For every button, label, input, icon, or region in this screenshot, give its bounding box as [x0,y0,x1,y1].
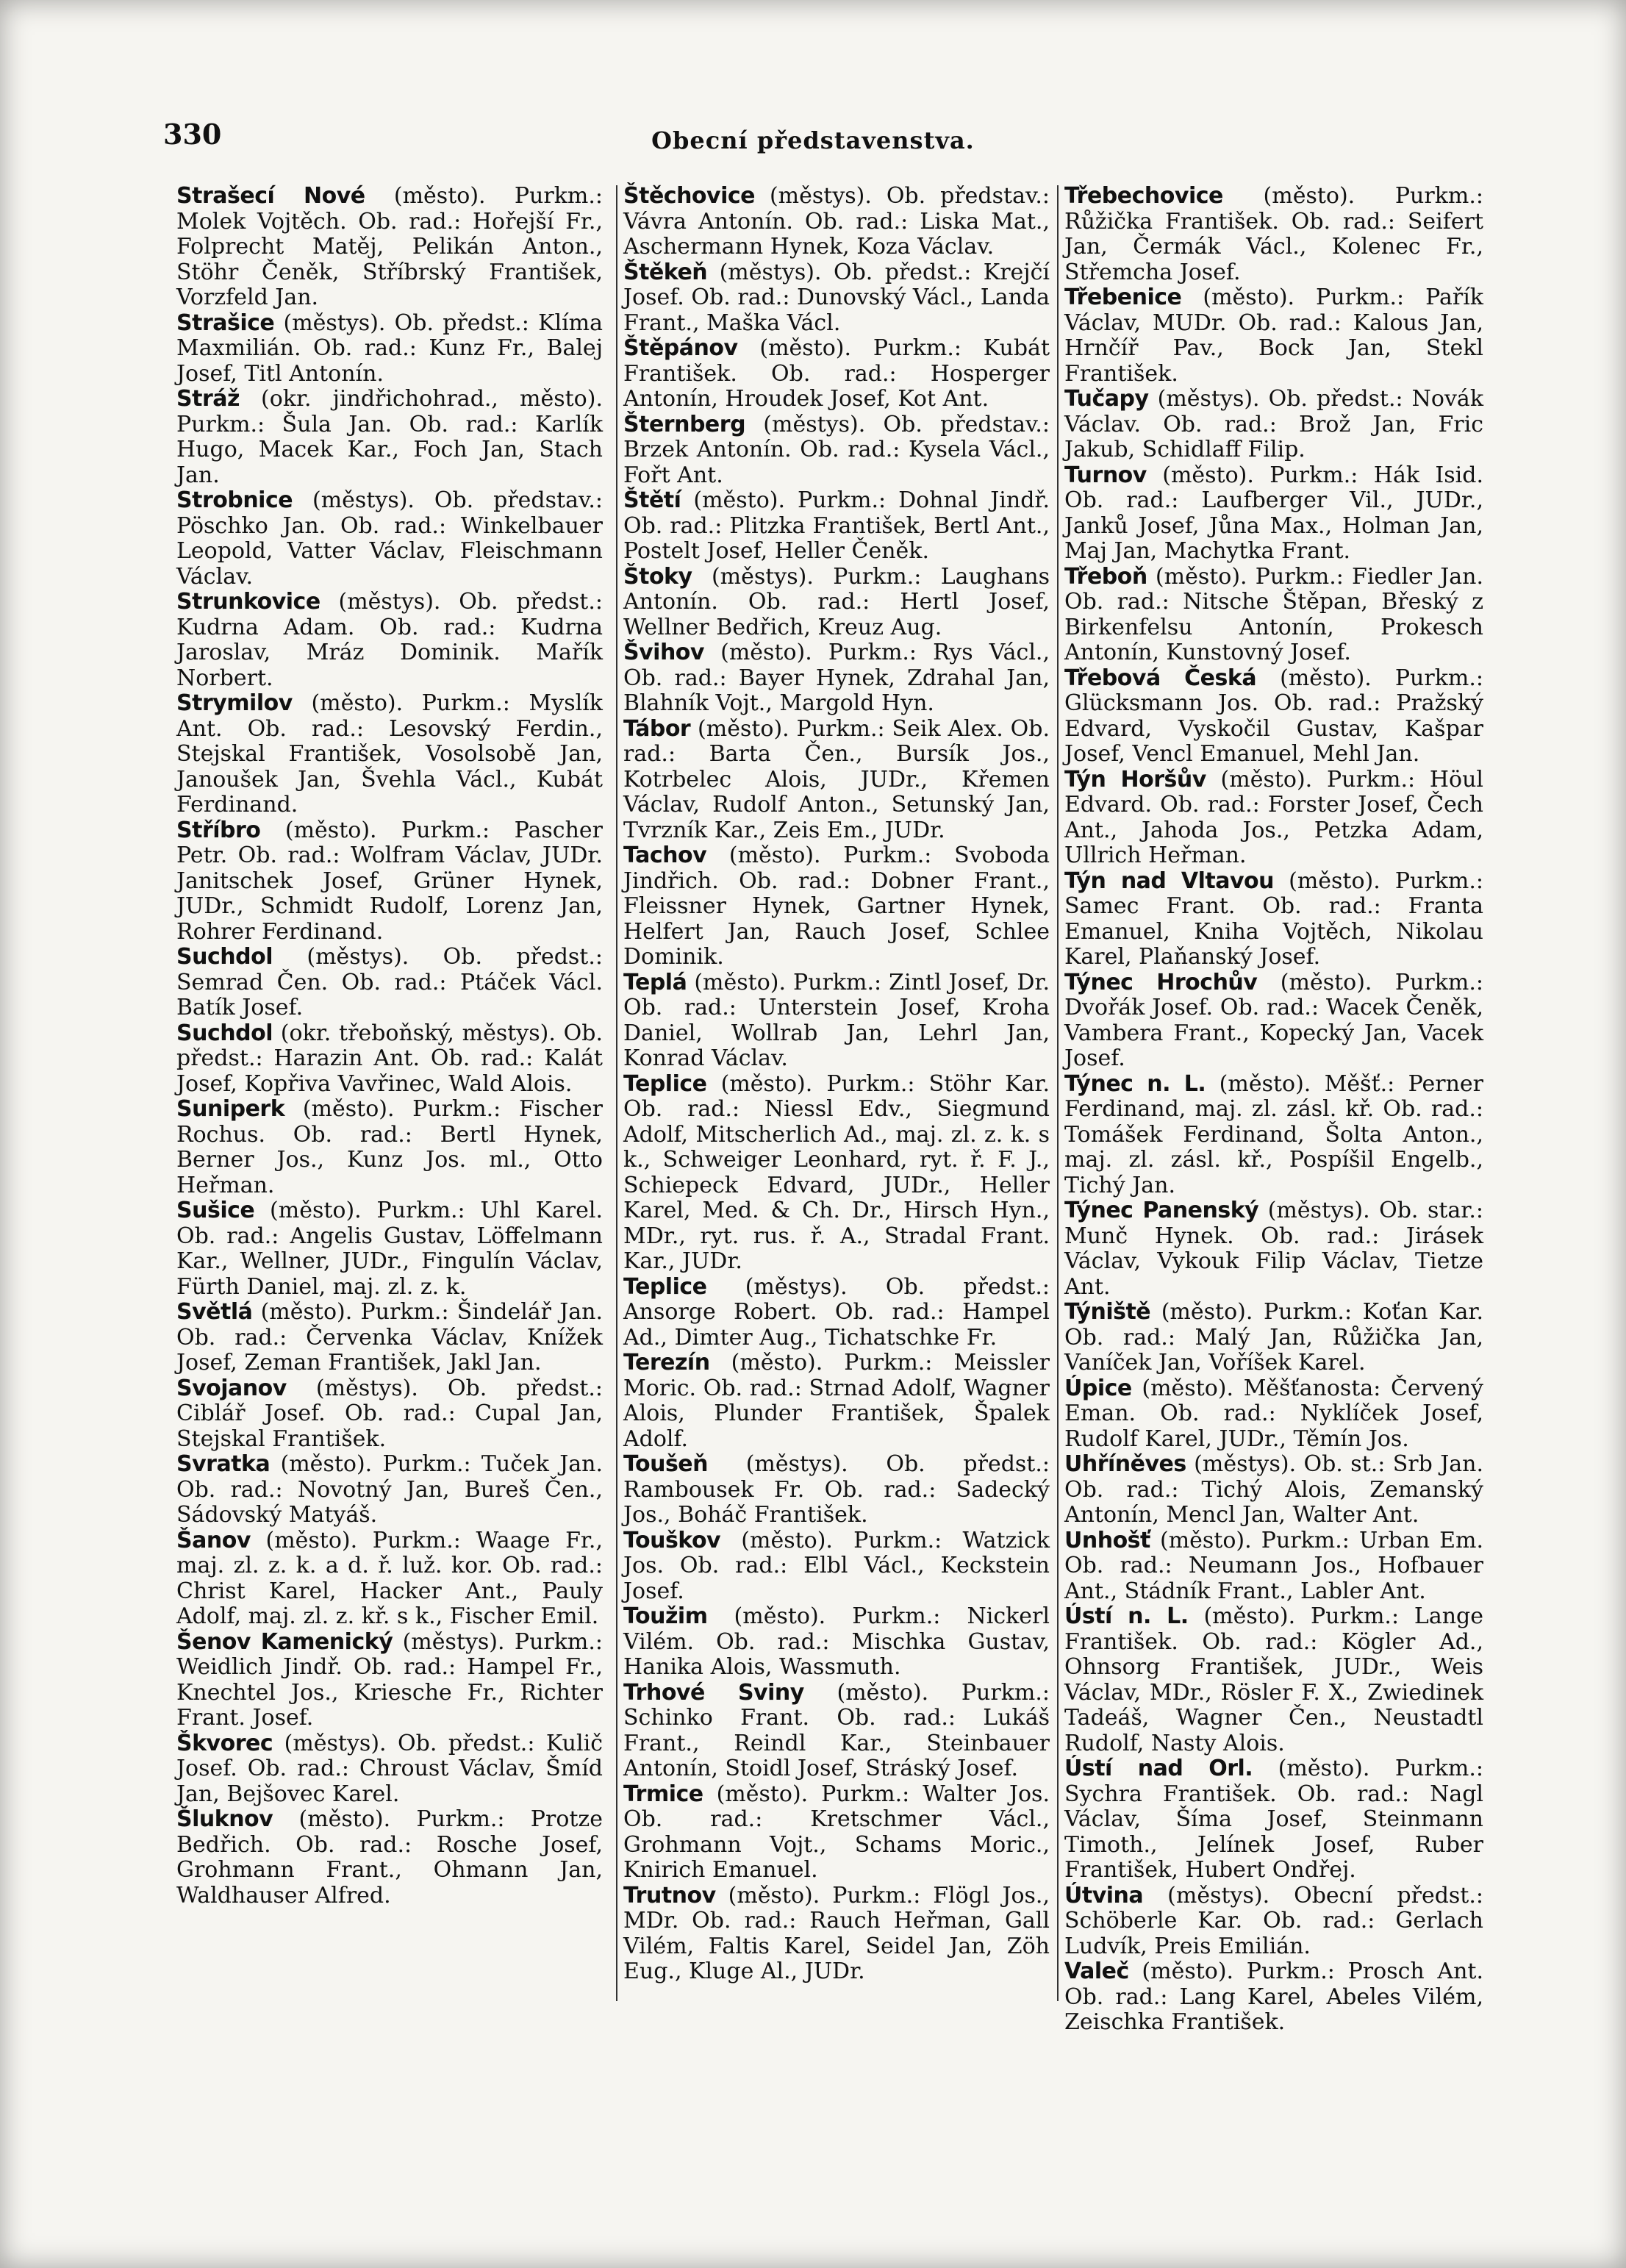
directory-entry [176,1021,603,1098]
directory-entry [176,311,603,387]
entry-place-name: Strašecí Nové [176,183,365,209]
directory-entry [623,1681,1050,1782]
directory-entry [623,1884,1050,1985]
directory-entry [1064,869,1483,970]
entry-details: (město). Purkm.: Flögl Jos., MDr. Ob. rad.: Rauch Heřman, Gall Vilém, Faltis Karel, Seidel Jan, Zöh Eug., Kluge Al., JUDr. [623,1882,1050,1984]
entry-place-name: Třebová Česká [1064,665,1257,691]
entry-details: (městys). Ob. představ.: Brzek Antonín. Ob. rad.: Kysela Václ., Fořt Ant. [623,411,1050,488]
directory-entry [176,1630,603,1731]
entry-place-name: Strymilov [176,690,293,716]
entry-details: (město). Purkm.: Meissler Moric. Ob. rad.: Strnad Adolf, Wagner Alois, Plunder František, Špalek Adolf. [623,1350,1050,1452]
entry-details: (město). Purkm.: Seik Alex. Ob. rad.: Barta Čen., Bursík Jos., Kotrbelec Alois, JUDr., Křemen Václav, Rudolf Anton., Setunský Jan, Tvrzník Kar., Zeis Em., JUDr. [623,715,1050,843]
directory-entry [623,1275,1050,1351]
directory-entry [176,1300,603,1376]
directory-entry [1064,285,1483,387]
entry-place-name: Ústí n. L. [1064,1603,1189,1629]
column-1 [176,184,603,1909]
column-divider [1057,185,1059,2001]
entry-details: (městys). Purkm.: Laughans Antonín. Ob. rad.: Hertl Josef, Wellner Bedřich, Kreuz Aug. [623,563,1050,640]
entry-details: (město). Purkm.: Fischer Rochus. Ob. rad.: Bertl Hynek, Berner Jos., Kunz Jos. ml., Otto Heřman. [176,1096,603,1198]
directory-entry [623,1452,1050,1528]
directory-entry [176,184,603,311]
entry-details: (město). Purkm.: Kubát František. Ob. rad.: Hosperger Antonín, Hroudek Josef, Kot Ant. [623,335,1050,412]
entry-place-name: Sušice [176,1198,255,1223]
entry-place-name: Trutnov [623,1882,716,1909]
entry-place-name: Toužim [623,1603,708,1629]
directory-entry [1064,1452,1483,1528]
directory-entry [1064,1300,1483,1376]
entry-details: (město). Purkm.: Myslík Ant. Ob. rad.: Lesovský Ferdin., Stejskal František, Vosolsobě Jan, Janoušek Jan, Švehla Václ., Kubát Ferdinand. [176,690,603,818]
entry-place-name: Strobnice [176,487,293,513]
entry-details: (městys). Ob. předst.: Ansorge Robert. Ob. rad.: Hampel Ad., Dimter Aug., Tichatschke Fr. [623,1273,1050,1351]
entry-place-name: Štěkeň [623,259,708,285]
directory-entry [176,1097,603,1198]
directory-entry [623,717,1050,844]
entry-place-name: Uhříněves [1064,1451,1186,1477]
directory-entry [623,184,1050,260]
entry-details: (město). Purkm.: Schinko Frant. Ob. rad.: Lukáš Frant., Reindl Kar., Steinbauer Antonín, Stoidl Josef, Stráský Josef. [623,1679,1050,1781]
entry-details: (město). Purkm.: Höul Edvard. Ob. rad.: Forster Josef, Čech Ant., Jahoda Jos., Petzka Adam, Ullrich Heřman. [1064,766,1483,868]
entry-place-name: Týnec Hrochův [1064,969,1258,995]
directory-entry [176,1452,603,1528]
entry-place-name: Šanov [176,1527,251,1553]
page-number: 330 [163,118,222,151]
entry-details: (město). Purkm.: Molek Vojtěch. Ob. rad.: Hořejší Fr., Folprecht Matěj, Pelikán Anton., Stöhr Čeněk, Stříbrský František, Vorzfeld Jan. [176,183,603,310]
entry-place-name: Strunkovice [176,589,320,615]
entry-details: (městys). Ob. představ.: Vávra Antonín. Ob. rad.: Liska Mat., Aschermann Hynek, Koza Václav. [623,183,1050,260]
entry-details: (město). Měšťanosta: Červený Eman. Ob. rad.: Nyklíček Josef, Rudolf Karel, JUDr., Těmín Jos. [1064,1375,1483,1452]
entry-place-name: Štětí [623,487,681,513]
entry-details: (městys). Ob. předst.: Kulič Josef. Ob. rad.: Chroust Václav, Šmíd Jan, Bejšovec Karel. [176,1730,603,1807]
entry-place-name: Šternberg [623,411,746,437]
entry-details: (město). Purkm.: Růžička František. Ob. rad.: Seifert Jan, Čermák Václ., Kolenec Fr., Střemcha Josef. [1064,183,1483,285]
entry-details: (městys). Ob. předst.: Klíma Maxmilián. Ob. rad.: Kunz Fr., Balej Josef, Titl Antonín. [176,310,603,387]
directory-entry [1064,1756,1483,1884]
directory-entry [1064,1072,1483,1199]
directory-entry [1064,184,1483,285]
entry-place-name: Unhošť [1064,1527,1150,1553]
entry-place-name: Valeč [1064,1958,1129,1984]
directory-entry [623,1351,1050,1452]
entry-place-name: Úpice [1064,1375,1132,1401]
column-2 [623,184,1050,1985]
directory-entry [623,336,1050,412]
directory-entry [176,1528,603,1630]
entry-place-name: Štoky [623,563,692,590]
entry-place-name: Stráž [176,386,240,412]
directory-entry [1064,768,1483,869]
directory-entry [176,1198,603,1300]
entry-place-name: Třebechovice [1064,183,1223,209]
entry-place-name: Štěpánov [623,335,738,361]
entry-details: (město). Purkm.: Rys Václ., Ob. rad.: Bayer Hynek, Zdrahal Jan, Blahník Vojt., Margold Hyn. [623,640,1050,716]
directory-entry [176,1376,603,1453]
directory-entry [1064,565,1483,666]
entry-details: (městys). Purkm.: Weidlich Jindř. Ob. rad.: Hampel Fr., Knechtel Jos., Kriesche Fr., Richter Frant. Josef. [176,1628,603,1731]
entry-details: (město). Purkm.: Dohnal Jindř. Ob. rad.: Plitzka František, Bertl Ant., Postelt Josef, Heller Čeněk. [623,487,1050,564]
entry-place-name: Tučapy [1064,386,1149,412]
entry-details: (město). Purkm.: Prosch Ant. Ob. rad.: Lang Karel, Abeles Vilém, Zeischka František. [1064,1958,1483,2035]
directory-entry [176,818,603,945]
entry-details: (městys). Ob. st.: Srb Jan. Ob. rad.: Tichý Alois, Zemanský Antonín, Mencl Jan, Walter Ant. [1064,1451,1483,1528]
entry-details: (městys). Obecní předst.: Schöberle Kar. Ob. rad.: Gerlach Ludvík, Preis Emilián. [1064,1882,1483,1959]
directory-entry [623,260,1050,337]
entry-place-name: Škvorec [176,1730,273,1756]
entry-details: (město). Měšť.: Perner Ferdinand, maj. zl. zásl. kř. Ob. rad.: Tomášek Ferdinand, Šolta Anton., maj. zl. zásl. kř., Pospíšil Engelb., Tichý Jan. [1064,1070,1484,1198]
directory-entry [1064,1604,1483,1756]
entry-place-name: Týn Horšův [1064,766,1206,793]
entry-details: (městys). Ob. předst.: Kudrna Adam. Ob. rad.: Kudrna Jaroslav, Mráz Dominik. Mařík Norbert. [176,589,603,691]
entry-details: (městys). Ob. předst.: Krejčí Josef. Ob. rad.: Dunovský Václ., Landa Frant., Maška Václ. [623,259,1050,336]
entry-place-name: Světlá [176,1299,253,1325]
entry-place-name: Teplá [623,969,687,995]
entry-details: (město). Purkm.: Urban Em. Ob. rad.: Neumann Jos., Hofbauer Ant., Stádník Frant., Labler Ant. [1064,1527,1483,1604]
entry-details: (město). Purkm.: Samec Frant. Ob. rad.: Franta Emanuel, Kniha Vojtěch, Nikolau Karel, Plaňanský Josef. [1064,868,1483,970]
entry-details: (městys). Ob. předst.: Novák Václav. Ob. rad.: Brož Jan, Fric Jakub, Schidlaff Filip. [1064,386,1483,462]
entry-place-name: Suchdol [176,1020,273,1046]
entry-place-name: Tachov [623,843,707,868]
entry-place-name: Touškov [623,1527,721,1553]
entry-details: (město). Purkm.: Sychra František. Ob. rad.: Nagl Václav, Šíma Josef, Steinmann Timoth., Jelínek Josef, Ruber František, Hubert Ondřej. [1064,1756,1483,1883]
entry-place-name: Stříbro [176,817,261,843]
entry-details: (městys). Ob. star.: Munč Hynek. Ob. rad.: Jirásek Václav, Vykouk Filip Václav, Tietze Ant. [1064,1198,1483,1300]
entry-place-name: Trhové Sviny [623,1679,804,1706]
directory-entry [176,1731,603,1808]
entry-details: (město). Purkm.: Waage Fr., maj. zl. z. k. a d. ř. luž. kor. Ob. rad.: Christ Karel, Hacker Ant., Pauly Adolf, maj. zl. z. kř. s k., Fischer Emil. [176,1527,603,1629]
entry-details: (město). Purkm.: Nickerl Vilém. Ob. rad.: Mischka Gustav, Hanika Alois, Wassmuth. [623,1603,1050,1680]
directory-entry [1064,666,1483,768]
entry-details: (město). Purkm.: Dvořák Josef. Ob. rad.: Wacek Čeněk, Vambera Frant., Kopecký Jan, Vacek Josef. [1064,969,1483,1071]
entry-place-name: Týnec Panenský [1064,1198,1259,1223]
entry-place-name: Svratka [176,1451,271,1477]
entry-place-name: Štěchovice [623,183,756,209]
entry-details: (okr. jindřichohrad., město). Purkm.: Šula Jan. Ob. rad.: Karlík Hugo, Macek Kar., Foch Jan, Stach Jan. [176,386,603,488]
directory-entry [1064,970,1483,1072]
directory-entry [176,387,603,488]
directory-entry [176,1807,603,1909]
running-title: Obecní představenstva. [651,126,975,154]
directory-entry [623,1782,1050,1884]
directory-entry [1064,1959,1483,2036]
entry-place-name: Ústí nad Orl. [1064,1756,1253,1781]
directory-entry [176,590,603,691]
entry-details: (město). Purkm.: Protze Bedřich. Ob. rad.: Rosche Josef, Grohmann Frant., Ohmann Jan, Waldhauser Alfred. [176,1806,603,1909]
entry-place-name: Švihov [623,640,704,665]
entry-details: (město). Purkm.: Fiedler Jan. Ob. rad.: Nitsche Štěpan, Břeský z Birkenfelsu Antonín, Prokesch Antonín, Kunstovný Josef. [1064,563,1483,665]
directory-entry [1064,1198,1483,1300]
directory-entry [623,640,1050,717]
directory-entry [1064,1884,1483,1960]
entry-place-name: Toušeň [623,1451,709,1477]
directory-entry [176,945,603,1021]
entry-place-name: Třeboň [1064,563,1147,590]
entry-details: (městys). Ob. předst.: Ciblář Josef. Ob. rad.: Cupal Jan, Stejskal František. [176,1375,603,1452]
entry-place-name: Svojanov [176,1375,287,1401]
column-divider [616,185,617,2001]
entry-place-name: Třebenice [1064,285,1182,310]
entry-details: (město). Purkm.: Svoboda Jindřich. Ob. rad.: Dobner Frant., Fleissner Hynek, Gartner Hynek, Helfert Jan, Rauch Josef, Schlee Dominik. [623,843,1050,970]
directory-entry [1064,463,1483,565]
directory-entry [623,1604,1050,1681]
entry-place-name: Suchdol [176,944,273,970]
directory-entry [176,691,603,818]
entry-details: (město). Purkm.: Lange František. Ob. rad.: Kögler Ad., Ohnsorg František, JUDr., Weis Václav, MDr., Rösler F. X., Zwiedinek Tadeáš, Wagner Čen., Neustadtl Rudolf, Nasty Alois. [1064,1603,1483,1756]
directory-entry [1064,387,1483,463]
entry-details: (městys). Ob. předst.: Semrad Čen. Ob. rad.: Ptáček Václ. Batík Josef. [176,944,603,1020]
entry-details: (město). Purkm.: Uhl Karel. Ob. rad.: Angelis Gustav, Löffelmann Kar., Wellner, JUDr., Fingulín Václav, Fürth Daniel, maj. zl. z. k. [176,1198,603,1300]
directory-entry [623,1072,1050,1275]
entry-place-name: Strašice [176,310,275,336]
entry-details: (město). Purkm.: Zintl Josef, Dr. Ob. rad.: Unterstein Josef, Kroha Daniel, Wollrab Jan, Lehrl Jan, Konrad Václav. [623,969,1050,1071]
entry-place-name: Týnec n. L. [1064,1070,1206,1097]
entry-place-name: Tábor [623,715,691,742]
column-3 [1064,184,1483,2036]
entry-details: (město). Purkm.: Glücksmann Jos. Ob. rad.: Pražský Edvard, Vyskočil Gustav, Kašpar Josef, Vencl Emanuel, Mehl Jan. [1064,665,1483,767]
entry-place-name: Terezín [623,1350,710,1376]
entry-place-name: Teplice [623,1273,707,1300]
entry-details: (město). Purkm.: Pařík Václav, MUDr. Ob. rad.: Kalous Jan, Hrnčíř Pav., Bock Jan, Stekl František. [1064,285,1483,387]
entry-details: (město). Purkm.: Walter Jos. Ob. rad.: Kretschmer Václ., Grohmann Vojt., Schams Moric., Knirich Emanuel. [623,1781,1050,1883]
entry-place-name: Útvina [1064,1882,1144,1909]
entry-details: (okr. třeboňský, městys). Ob. předst.: Harazin Ant. Ob. rad.: Kalát Josef, Kopřiva Vavřinec, Wald Alois. [176,1020,603,1097]
entry-place-name: Suniperk [176,1096,285,1122]
entry-place-name: Teplice [623,1070,707,1097]
entry-details: (město). Purkm.: Koťan Kar. Ob. rad.: Malý Jan, Růžička Jan, Vaníček Jan, Voříšek Karel. [1064,1299,1483,1376]
entry-details: (město). Purkm.: Tuček Jan. Ob. rad.: Novotný Jan, Bureš Čen., Sádovský Matyáš. [176,1451,603,1528]
entry-place-name: Šenov Kamenický [176,1628,393,1655]
entry-details: (město). Purkm.: Hák Isid. Ob. rad.: Laufberger Vil., JUDr., Janků Josef, Jůna Max., Holman Jan, Maj Jan, Machytka Frant. [1064,462,1483,564]
entry-details: (město). Purkm.: Watzick Jos. Ob. rad.: Elbl Václ., Keckstein Josef. [623,1527,1050,1604]
directory-entry [1064,1376,1483,1453]
directory-entry [623,970,1050,1072]
entry-place-name: Turnov [1064,462,1147,488]
entry-details: (město). Purkm.: Šindelář Jan. Ob. rad.: Červenka Václav, Knížek Josef, Zeman František, Jakl Jan. [176,1299,603,1376]
directory-entry [176,488,603,590]
entry-details: (městys). Ob. předst.: Rambousek Fr. Ob. rad.: Sadecký Jos., Boháč František. [623,1451,1050,1528]
entry-place-name: Šluknov [176,1806,273,1832]
directory-entry [623,488,1050,565]
directory-entry [623,1528,1050,1605]
directory-entry [623,565,1050,641]
entry-place-name: Týniště [1064,1299,1151,1325]
entry-place-name: Trmice [623,1781,703,1807]
entry-details: (město). Purkm.: Pascher Petr. Ob. rad.: Wolfram Václav, JUDr. Janitschek Josef, Grüner Hynek, JUDr., Schmidt Rudolf, Lorenz Jan, Rohrer Ferdinand. [176,817,603,945]
entry-details: (město). Purkm.: Stöhr Kar. Ob. rad.: Niessl Edv., Siegmund Adolf, Mitscherlich Ad., maj. zl. z. k. s k., Schweiger Leonhard, ryt. ř. F. J., Schiepeck Edvard, JUDr., Heller Karel, Med. & Ch. Dr., Hirsch Hyn., MDr., ryt. rus. ř. A., Stradal Frant. Kar., JUDr. [623,1070,1050,1274]
entry-details: (městys). Ob. představ.: Pöschko Jan. Ob. rad.: Winkelbauer Leopold, Vatter Václav, Fleischmann Václav. [176,487,603,590]
directory-entry [623,412,1050,489]
directory-entry [1064,1528,1483,1605]
directory-entry [623,843,1050,970]
entry-place-name: Týn nad Vltavou [1064,868,1275,894]
